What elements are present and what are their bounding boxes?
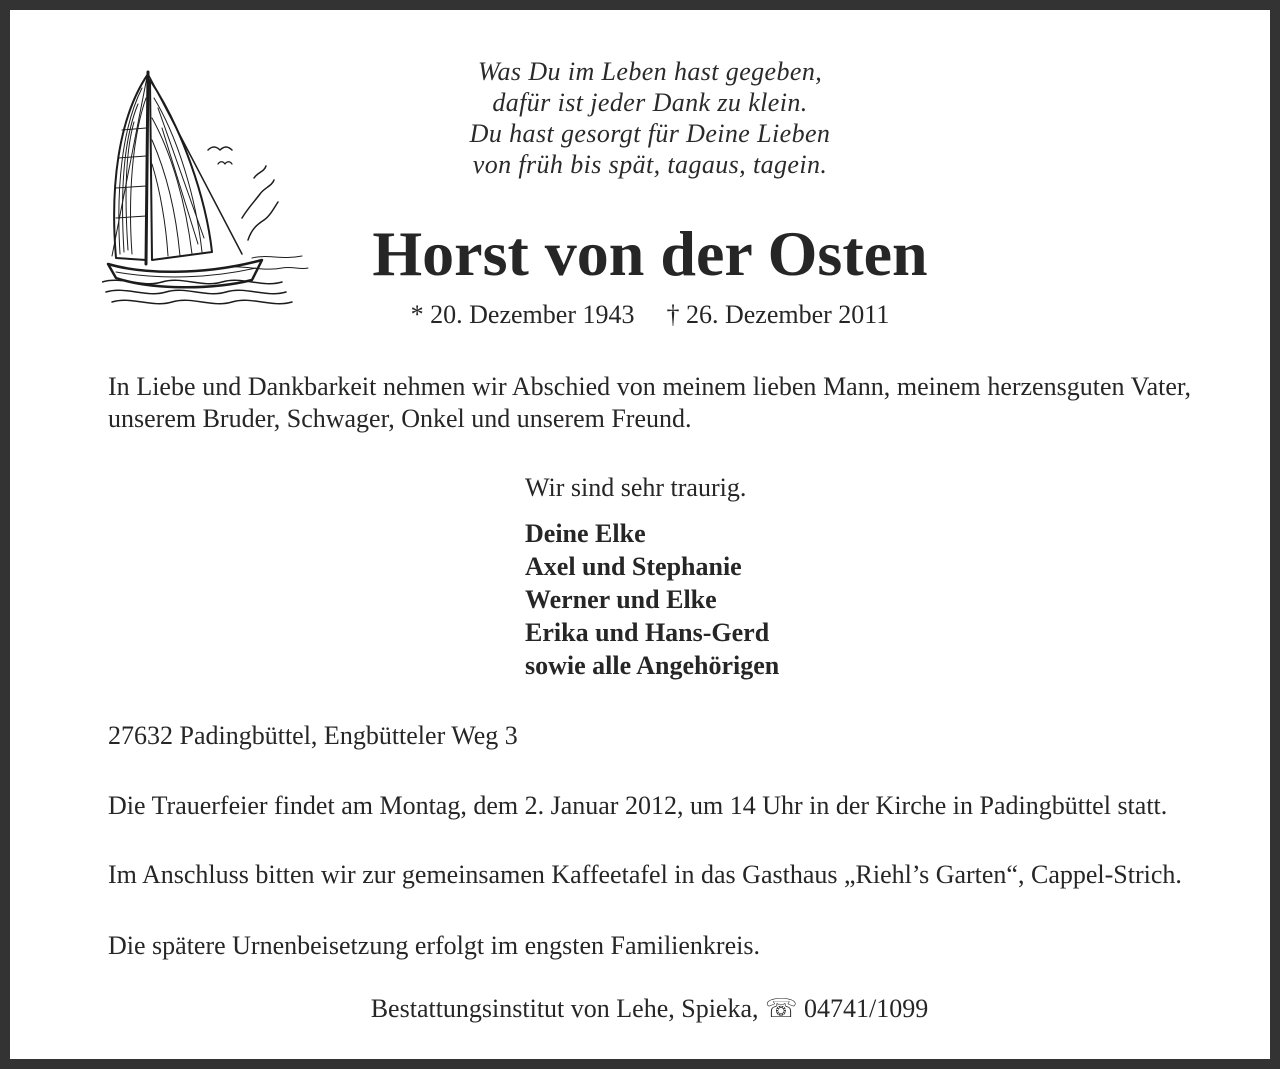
poem-line: von früh bis spät, tagaus, tagein. [472,150,828,179]
poem-line: Du hast gesorgt für Deine Lieben [469,119,831,148]
undertaker-phone: 04741/1099 [804,994,929,1023]
mourner-item: Deine Elke [525,519,646,548]
undertaker-line [108,993,1191,1025]
mourner-list [525,517,779,682]
poem [350,56,950,180]
poem-line: dafür ist jeder Dank zu klein. [492,88,808,117]
deceased-name: Horst von der Osten [372,218,928,289]
reception-text: Im Anschluss bitten wir zur gemeinsamen Kaffeetafel in das Gasthaus „Riehl’s Garten“, Cappel-Strich. [108,860,1182,889]
funeral-service-text: Die Trauerfeier findet am Montag, dem 2. Januar 2012, um 14 Uhr in der Kirche in Padingbüttel statt. [108,791,1168,820]
telephone-icon: ☏ [765,994,798,1023]
mourner-item: Werner und Elke [525,585,717,614]
sadness-line: Wir sind sehr traurig. [525,473,747,502]
sailboat-icon [102,68,312,316]
mourner-item: Axel und Stephanie [525,552,742,581]
farewell-text: In Liebe und Dankbarkeit nehmen wir Abschied von meinem lieben Mann, meinem herzensguten Vater, unserem Bruder, Schwager, Onkel und unserem Freund. [108,372,1191,433]
poem-line: Was Du im Leben hast gegeben, [477,57,823,86]
birth-date: * 20. Dezember 1943 [410,300,635,329]
family-address: 27632 Padingbüttel, Engbütteler Weg 3 [108,721,518,750]
mourner-item: sowie alle Angehörigen [525,651,780,680]
mourner-item: Erika und Hans-Gerd [525,618,770,647]
undertaker-name: Bestattungsinstitut von Lehe, Spieka, [370,994,759,1023]
life-dates [310,298,990,332]
urn-burial-text: Die spätere Urnenbeisetzung erfolgt im engsten Familienkreis. [108,931,760,960]
death-date: † 26. Dezember 2011 [666,300,890,329]
